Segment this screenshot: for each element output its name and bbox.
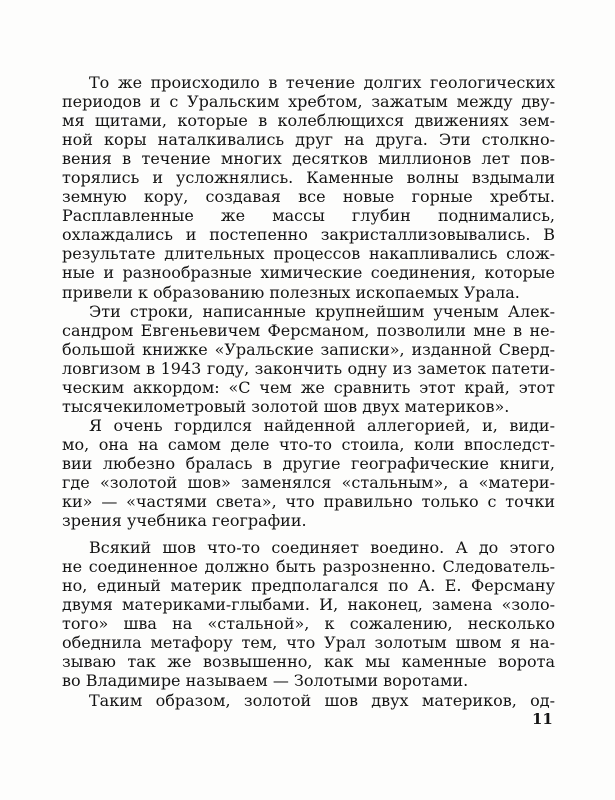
text-line: мя щитами, которые в колеблющихся движениях зем- bbox=[62, 111, 555, 131]
text-line: обеднила метафору тем, что Урал золотым швом я на- bbox=[62, 633, 555, 653]
text-line: вения в течение многих десятков миллионов лет пов- bbox=[62, 149, 555, 169]
text-line: земную кору, создавая все новые горные хребты. bbox=[62, 187, 555, 207]
text-line: результате длительных процессов накапливались слож- bbox=[62, 244, 555, 264]
text-line: ловгизом в 1943 году, закончить одну из заметок патети- bbox=[62, 358, 555, 378]
text-line: торялись и усложнялись. Каменные волны вздымали bbox=[62, 168, 555, 188]
text-line: тысячекилометровый золотой шов двух материков». bbox=[62, 396, 510, 416]
text-line: периодов и с Уральским хребтом, зажатым между дву- bbox=[62, 92, 555, 112]
text-line: во Владимире называем — Золотыми воротами. bbox=[62, 671, 469, 691]
text-line: Я очень гордился найденной аллегорией, и, види- bbox=[89, 415, 555, 435]
text-line: вии любезно бралась в другие географические книги, bbox=[62, 453, 555, 473]
text-line: того» шва на «стальной», к сожалению, несколько bbox=[62, 614, 555, 634]
text-line: большой книжке «Уральские записки», изданной Сверд- bbox=[62, 339, 555, 359]
text-line: мо, она на самом деле что-то стоила, коли впоследст- bbox=[62, 434, 555, 454]
text-line: привели к образованию полезных ископаемых Урала. bbox=[62, 282, 520, 302]
page-number: 11 bbox=[532, 710, 553, 728]
text-line: ной коры наталкивались друг на друга. Эти столкно- bbox=[62, 130, 555, 150]
text-line: не соединенное должно быть разрозненно. Следователь- bbox=[62, 557, 555, 577]
text-line: но, единый материк предполагался по А. Е. Ферсману bbox=[62, 576, 555, 596]
body-text bbox=[62, 73, 555, 710]
text-line: охлаждались и постепенно закристаллизовывались. В bbox=[62, 225, 555, 245]
text-line: Таким образом, золотой шов двух материков, од- bbox=[89, 690, 555, 710]
text-line: Эти строки, написанные крупнейшим ученым Алек- bbox=[89, 301, 555, 321]
text-line: Расплавленные же массы глубин поднимались, bbox=[62, 206, 555, 226]
text-line: зрения учебника географии. bbox=[62, 511, 307, 531]
paragraph-gap bbox=[62, 530, 555, 538]
text-line: Всякий шов что-то соединяет воедино. А до этого bbox=[89, 538, 555, 558]
text-line: То же происходило в течение долгих геологических bbox=[89, 73, 555, 92]
text-line: сандром Евгеньевичем Ферсманом, позволили мне в не- bbox=[62, 320, 555, 340]
text-line: двумя материками-глыбами. И, наконец, замена «золо- bbox=[62, 595, 555, 615]
text-line: ные и разнообразные химические соединения, которые bbox=[62, 263, 555, 283]
text-line: где «золотой шов» заменялся «стальным», а «матери- bbox=[62, 472, 555, 492]
text-line: ческим аккордом: «С чем же сравнить этот край, этот bbox=[62, 377, 555, 397]
text-line: ки» — «частями света», что правильно только с точки bbox=[62, 492, 555, 512]
text-line: зываю так же возвышенно, как мы каменные ворота bbox=[62, 652, 555, 672]
